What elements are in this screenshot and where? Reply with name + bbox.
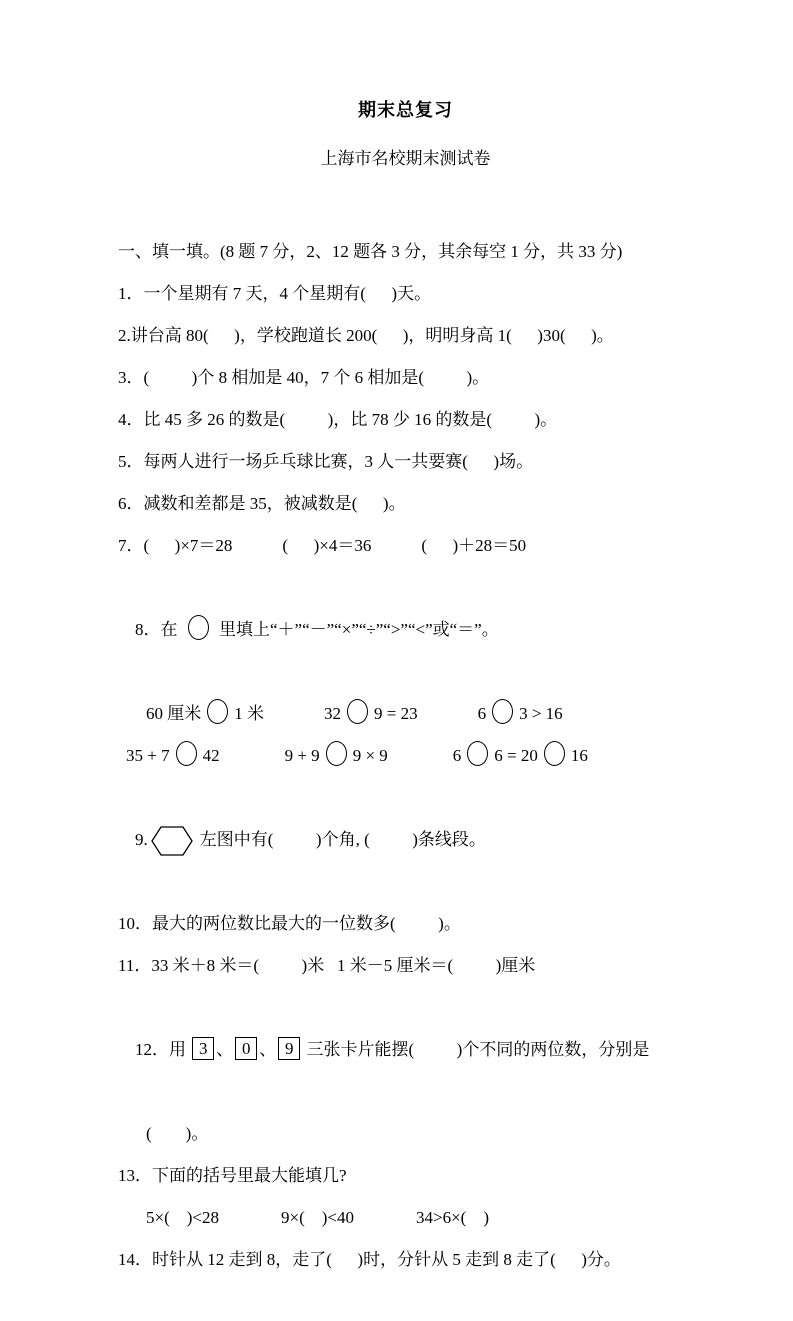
question-3: 3．( )个 8 相加是 40，7 个 6 相加是( )。 — [118, 368, 490, 387]
q7-equation-3: ( )＋28＝50 — [421, 536, 527, 555]
q8-row2-item1-left: 35 + 7 — [126, 746, 170, 765]
question-8-intro — [118, 567, 693, 693]
q7-equation-1: 7．( )×7＝28 — [118, 536, 233, 555]
q8-row1-item2-left: 32 — [324, 704, 341, 723]
q8-row2-item1-right: 42 — [202, 746, 220, 765]
question-12-line2: ( )。 — [146, 1124, 209, 1143]
q8-row1-item1-right: 1 米 — [234, 704, 264, 723]
question-7 — [118, 525, 693, 567]
question-4: 4．比 45 多 26 的数是( )，比 78 少 16 的数是( )。 — [118, 410, 558, 429]
q12-text-pre: 12．用 — [135, 1040, 191, 1059]
digit-card: 9 — [278, 1037, 300, 1060]
question-13-row — [118, 1197, 693, 1239]
operator-circle-icon — [492, 699, 513, 724]
question-5: 5．每两人进行一场乒乓球比赛，3 人一共要赛( )场。 — [118, 452, 534, 471]
q13-item-1: 5×( )<28 — [146, 1208, 219, 1227]
digit-card: 3 — [192, 1037, 214, 1060]
q8-row1-item3-left: 6 — [477, 704, 487, 723]
question-2: 2.讲台高 80( )，学校跑道长 200( )，明明身高 1( )30( )。 — [118, 326, 614, 345]
page-title: 期末总复习 — [358, 100, 453, 120]
q8-row2-item2 — [285, 735, 388, 777]
q13-item-3: 34>6×( ) — [416, 1208, 489, 1227]
q12-separator-1: 、 — [216, 1040, 234, 1059]
question-9 — [118, 777, 693, 903]
q8-row2-item2-right: 9 × 9 — [352, 746, 388, 765]
q8-intro-pre: 8．在 — [135, 620, 182, 639]
q8-row2-item1 — [126, 735, 220, 777]
operator-circle-icon — [176, 741, 197, 766]
q8-row2-item3-left: 6 — [452, 746, 462, 765]
q7-equation-2: ( )×4＝36 — [282, 536, 372, 555]
q9-number: 9. — [135, 830, 148, 849]
q8-row1-item3 — [478, 693, 563, 735]
q8-row1-item2-right: 9 = 23 — [374, 704, 418, 723]
q9-text: 左图中有( )个角, ( )条线段。 — [199, 830, 486, 849]
q8-row1-item1 — [146, 693, 264, 735]
question-12 — [118, 987, 693, 1113]
q8-row2-item3 — [453, 735, 588, 777]
digit-card: 0 — [235, 1037, 257, 1060]
hexagon-figure-icon — [150, 825, 194, 857]
q12-text-post: 三张卡片能摆( )个不同的两位数，分别是 — [302, 1040, 650, 1059]
question-1: 1．一个星期有 7 天，4 个星期有( )天。 — [118, 284, 432, 303]
question-8-row2 — [118, 735, 693, 777]
q8-row1-item2 — [324, 693, 418, 735]
operator-circle-icon — [207, 699, 228, 724]
q8-intro-post: 里填上“＋”“－”“×”“÷”“>”“<”或“＝”。 — [214, 620, 499, 639]
q8-row2-item2-left: 9 + 9 — [284, 746, 320, 765]
operator-circle-icon — [467, 741, 488, 766]
q8-row2-item3-right: 16 — [570, 746, 588, 765]
question-10: 10．最大的两位数比最大的一位数多( )。 — [118, 914, 461, 933]
question-8-row1 — [118, 693, 693, 735]
question-6: 6．减数和差都是 35，被减数是( )。 — [118, 494, 406, 513]
question-14: 14．时针从 12 走到 8，走了( )时，分针从 5 走到 8 走了( )分。 — [118, 1250, 621, 1269]
q8-row1-item1-left: 60 厘米 — [146, 704, 202, 723]
q8-row2-item3-mid: 6 = 20 — [494, 746, 538, 765]
q13-item-2: 9×( )<40 — [281, 1208, 354, 1227]
operator-circle-icon — [544, 741, 565, 766]
q8-row1-item3-right: 3 > 16 — [519, 704, 563, 723]
question-13: 13．下面的括号里最大能填几? — [118, 1166, 347, 1185]
operator-circle-icon — [347, 699, 368, 724]
question-11: 11．33 米＋8 米＝( )米 1 米－5 厘米＝( )厘米 — [118, 956, 536, 975]
section-header: 一、填一填。(8 题 7 分，2、12 题各 3 分，其余每空 1 分，共 33 分) — [118, 242, 623, 261]
q12-separator-2: 、 — [259, 1040, 277, 1059]
page-subtitle: 上海市名校期末测试卷 — [320, 149, 491, 168]
operator-circle-icon — [188, 615, 209, 640]
operator-circle-icon — [326, 741, 347, 766]
